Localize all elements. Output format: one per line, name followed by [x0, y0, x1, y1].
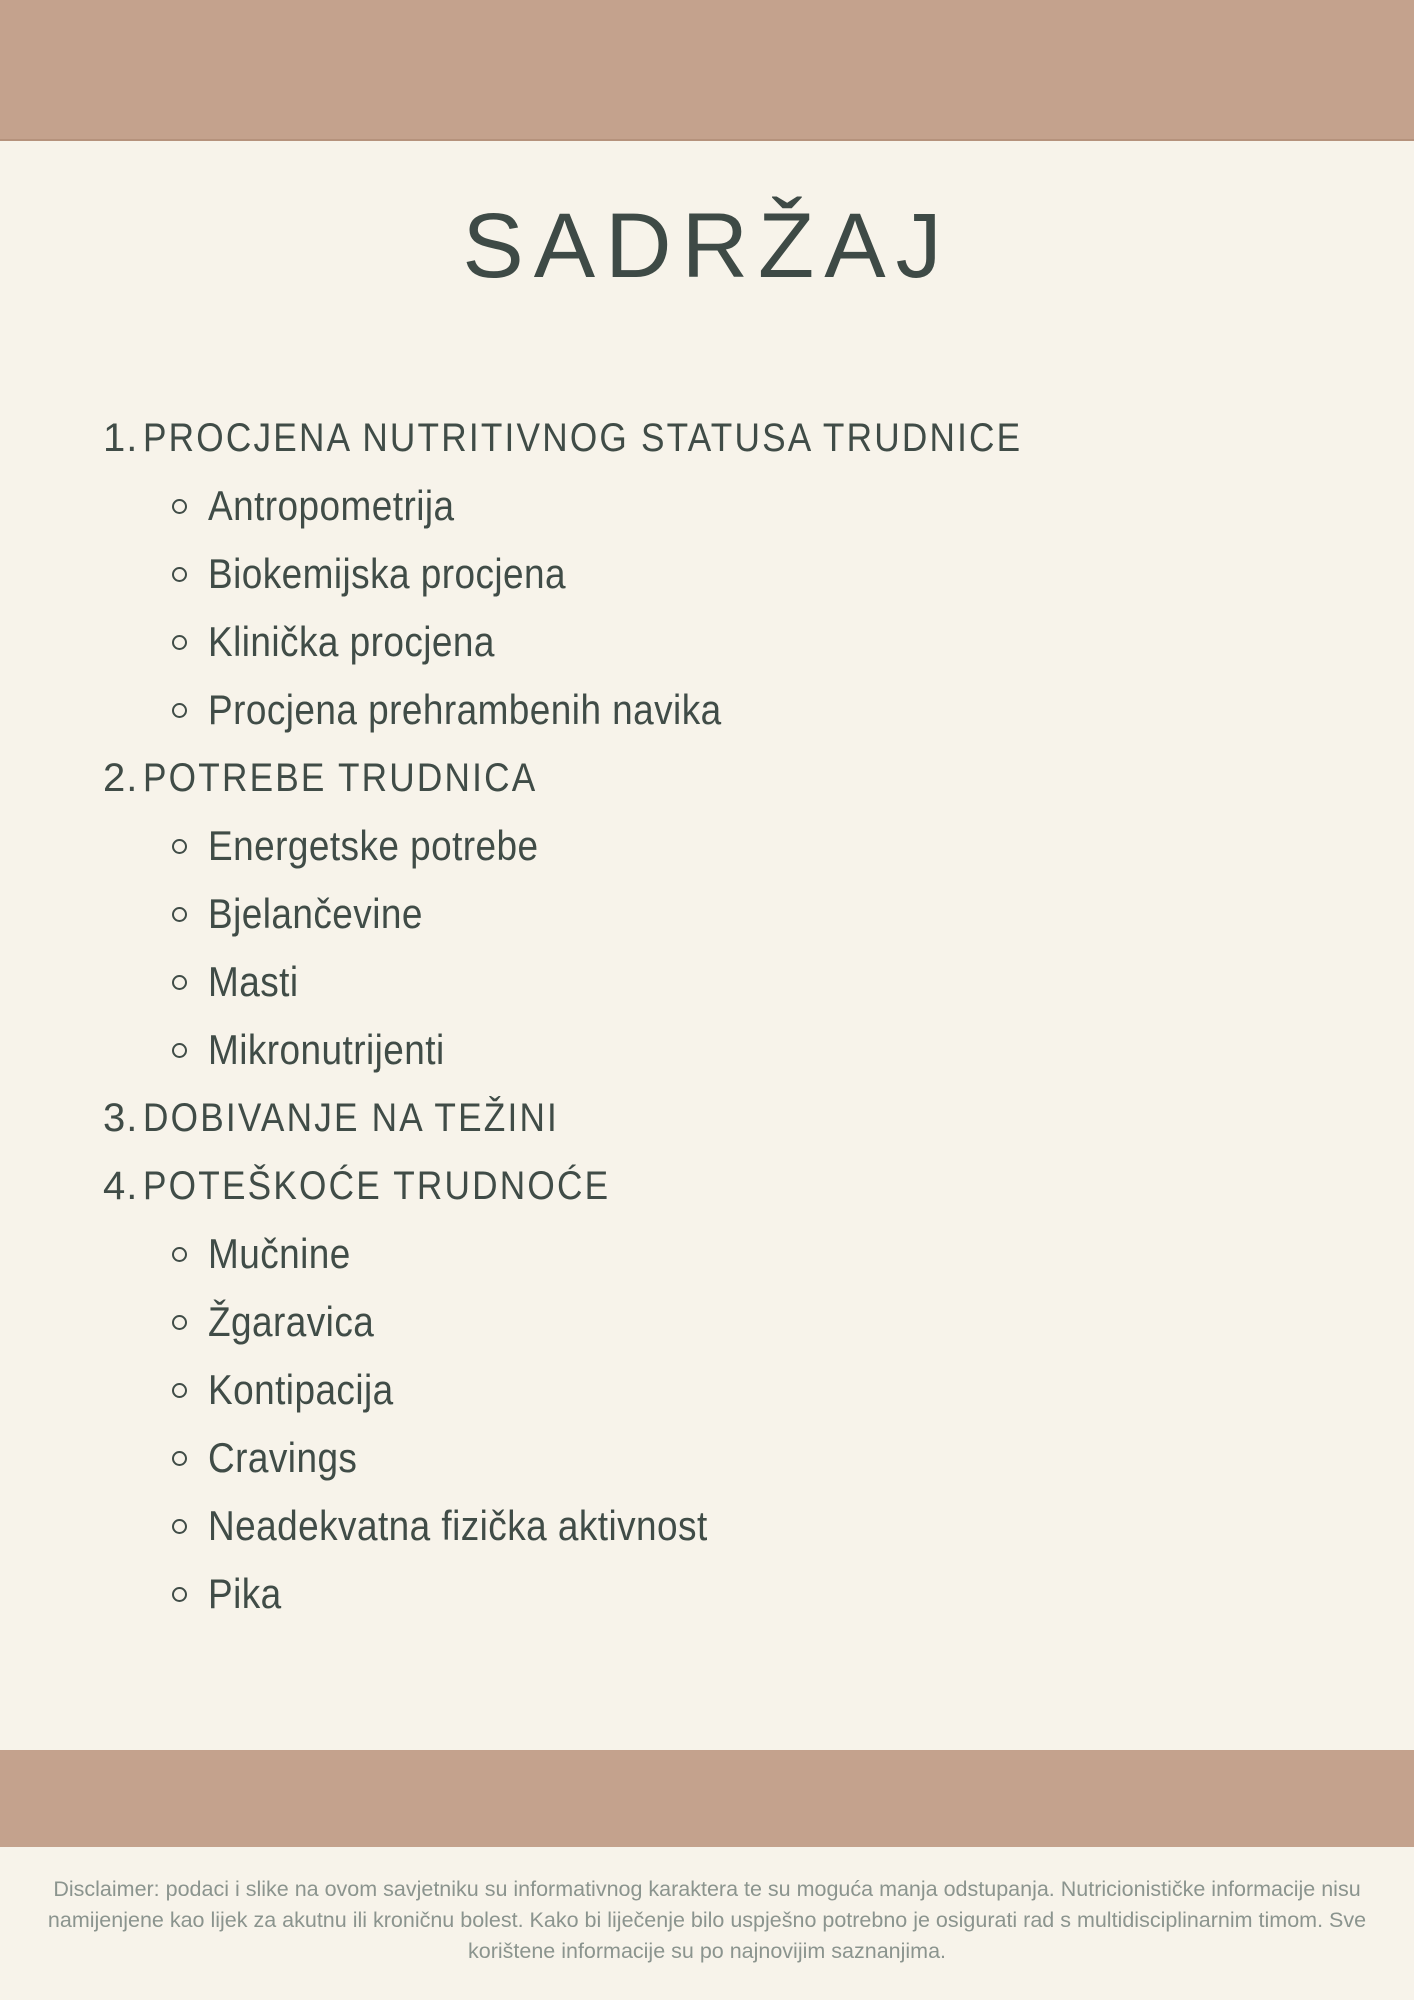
- circle-bullet-icon: [172, 839, 187, 854]
- toc-section-number: 1.: [103, 415, 139, 460]
- toc-section-2: [0, 744, 1414, 812]
- toc-subitem: [0, 540, 1414, 608]
- toc-subitem: [0, 880, 1414, 948]
- circle-bullet-icon: [172, 635, 187, 650]
- top-color-band: [0, 0, 1414, 141]
- table-of-contents: [0, 404, 1414, 1628]
- circle-bullet-icon: [172, 1383, 187, 1398]
- toc-subitem: [0, 1288, 1414, 1356]
- circle-bullet-icon: [172, 703, 187, 718]
- circle-bullet-icon: [172, 1247, 187, 1262]
- toc-section-number: 2.: [103, 755, 139, 800]
- toc-subitem: [0, 1424, 1414, 1492]
- toc-subitem: [0, 1560, 1414, 1628]
- toc-subitem-label: Klinička procjena: [208, 618, 495, 665]
- toc-subitem-label: Masti: [208, 958, 299, 1005]
- toc-section-label: DOBIVANJE NA TEŽINI: [143, 1095, 560, 1140]
- circle-bullet-icon: [172, 567, 187, 582]
- toc-subitem: [0, 1220, 1414, 1288]
- circle-bullet-icon: [172, 1043, 187, 1058]
- circle-bullet-icon: [172, 1519, 187, 1534]
- toc-subitem: [0, 676, 1414, 744]
- toc-subitem: [0, 472, 1414, 540]
- toc-subitem-label: Bjelančevine: [208, 890, 423, 937]
- toc-section-3: [0, 1084, 1414, 1152]
- circle-bullet-icon: [172, 1451, 187, 1466]
- toc-subitem-label: Antropometrija: [208, 482, 455, 529]
- toc-subitem: [0, 1016, 1414, 1084]
- circle-bullet-icon: [172, 1587, 187, 1602]
- toc-section-number: 4.: [103, 1163, 139, 1208]
- circle-bullet-icon: [172, 1315, 187, 1330]
- toc-subitem: [0, 1356, 1414, 1424]
- toc-subitem-label: Mikronutrijenti: [208, 1026, 445, 1073]
- toc-subitem-label: Žgaravica: [208, 1298, 375, 1345]
- toc-subitem-label: Kontipacija: [208, 1366, 394, 1413]
- toc-subitem: [0, 608, 1414, 676]
- toc-subitem-label: Procjena prehrambenih navika: [208, 686, 722, 733]
- disclaimer-text: Disclaimer: podaci i slike na ovom savjetniku su informativnog karaktera te su moguća manja odstupanja. Nutricionističke informacije nisu namijenjene kao lijek za akutnu ili kroničnu bolest. Kako bi liječenje bilo uspješno potrebno je osigurati rad s multidisciplinarnim timom. Sve korištene informacije su po najnovijim saznanjima.: [47, 1877, 1367, 1963]
- circle-bullet-icon: [172, 907, 187, 922]
- toc-section-label: POTEŠKOĆE TRUDNOĆE: [143, 1163, 611, 1208]
- toc-section-label: PROCJENA NUTRITIVNOG STATUSA TRUDNICE: [143, 415, 1023, 460]
- page-title: SADRŽAJ: [462, 195, 952, 297]
- toc-subitem-label: Mučnine: [208, 1230, 351, 1277]
- bottom-color-band: [0, 1750, 1414, 1847]
- toc-subitem-label: Biokemijska procjena: [208, 550, 567, 597]
- toc-subitem-label: Pika: [208, 1570, 282, 1617]
- toc-subitem: [0, 1492, 1414, 1560]
- toc-section-number: 3.: [103, 1095, 139, 1140]
- toc-subitem: [0, 948, 1414, 1016]
- toc-subitem-label: Energetske potrebe: [208, 822, 539, 869]
- circle-bullet-icon: [172, 975, 187, 990]
- toc-section-label: POTREBE TRUDNICA: [143, 755, 538, 800]
- toc-subitem-label: Cravings: [208, 1434, 358, 1481]
- toc-section-1: [0, 404, 1414, 472]
- toc-subitem-label: Neadekvatna fizička aktivnost: [208, 1502, 708, 1549]
- circle-bullet-icon: [172, 499, 187, 514]
- toc-section-4: [0, 1152, 1414, 1220]
- toc-subitem: [0, 812, 1414, 880]
